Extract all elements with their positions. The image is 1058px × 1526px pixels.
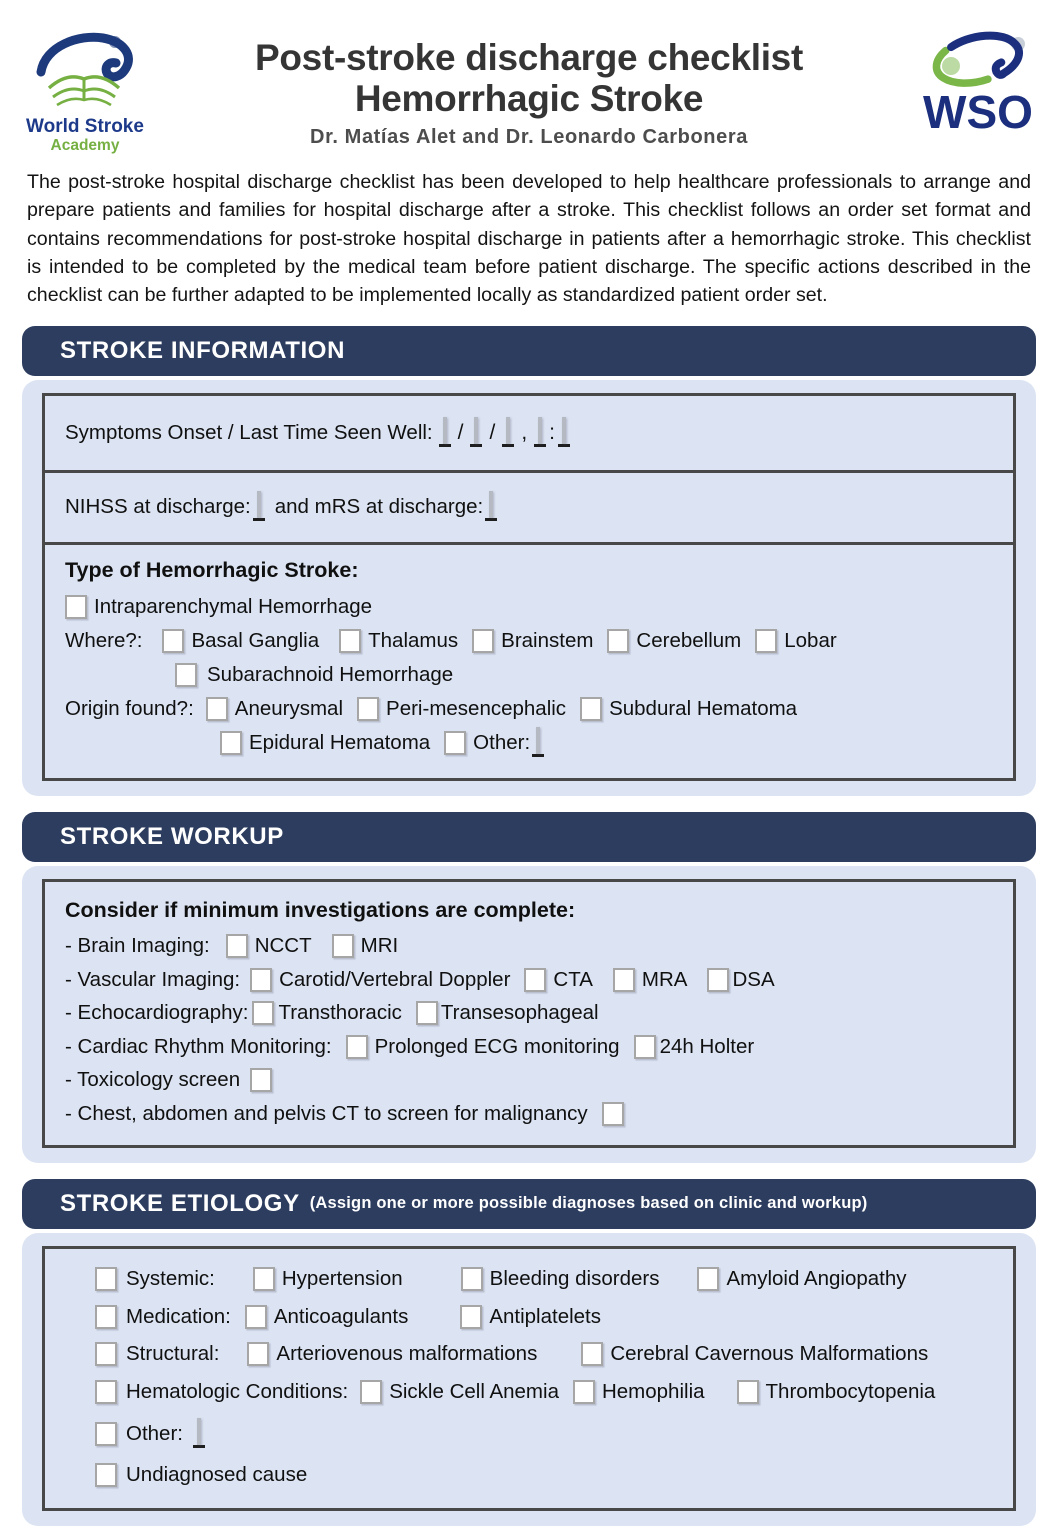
echocardiography-line [65,997,997,1031]
option-label: Amyloid Angiopathy [726,1267,907,1291]
mrs-field[interactable] [485,493,497,521]
where-option-thalamus [339,629,458,653]
brain-imaging-label: - Brain Imaging: [65,934,210,958]
date-separator: / [457,420,464,444]
where-option-cerebellum [607,629,741,653]
origin-option-aneurysmal [206,697,343,721]
checkbox-subdural-hematoma[interactable] [580,697,602,721]
chest-ct-line [65,1097,997,1131]
checkbox-systemic[interactable] [95,1267,117,1291]
stroke-information-box [42,393,1016,781]
cardiac-rhythm-label: - Cardiac Rhythm Monitoring: [65,1034,332,1058]
section-header-stroke-information [22,326,1036,376]
hematologic-label: Hematologic Conditions: [126,1379,349,1403]
where-label: Where?: [65,628,143,652]
workup-heading: Consider if minimum investigations are complete: [65,897,576,922]
origin-label: Origin found?: [65,696,194,720]
option-transthoracic [252,1001,401,1025]
option-label: Prolonged ECG monitoring [374,1034,620,1058]
option-label: Hypertension [281,1267,403,1291]
section-header-stroke-workup [22,812,1036,862]
checkbox-brainstem[interactable] [472,629,494,653]
section-body [22,866,1036,1163]
section-title: STROKE WORKUP [60,822,284,850]
checkbox-thalamus[interactable] [339,629,361,653]
option-label: Bleeding disorders [489,1267,660,1291]
section-header-stroke-etiology [22,1179,1036,1229]
where-line [65,624,999,658]
option-label: MRI [360,934,399,958]
where-option-lobar [755,629,836,653]
mrs-label: and mRS at discharge: [274,495,484,519]
nihss-label: NIHSS at discharge: [65,495,251,519]
structural-row [65,1336,997,1374]
option-label: Lobar [784,628,837,652]
mrs-input[interactable] [489,491,493,518]
option-dsa [707,968,774,992]
option-bleeding-disorders [461,1267,660,1291]
world-stroke-academy-logo [22,30,148,155]
onset-hour-field[interactable] [534,419,546,447]
option-label: Brainstem [501,628,594,652]
origin-option-peri-mesencephalic [357,697,566,721]
option-prolonged-ecg [346,1035,620,1059]
checkbox-aneurysmal[interactable] [206,697,228,721]
section-stroke-etiology [22,1179,1036,1526]
intraparenchymal-line [65,590,999,624]
option-label: Anticoagulants [273,1304,409,1328]
section-title: STROKE INFORMATION [60,336,346,364]
title-block [170,38,888,149]
other-etiology-label: Other: [126,1421,183,1445]
checkbox-amyloid-angiopathy[interactable] [697,1267,719,1291]
checkbox-epidural-hematoma[interactable] [220,731,242,755]
checkbox-subarachnoid[interactable] [175,663,197,687]
checkbox-hemophilia[interactable] [573,1380,595,1404]
onset-hour-input[interactable] [538,417,542,444]
onset-day-field[interactable] [439,419,451,447]
checkbox-ncct[interactable] [226,934,248,958]
checkbox-structural[interactable] [95,1342,117,1366]
wso-logo-text: WSO [923,86,1033,138]
checkbox-intraparenchymal[interactable] [65,595,87,619]
world-stroke-academy-logo-icon [31,30,139,112]
checkbox-other-origin[interactable] [444,731,466,755]
wso-logo [914,20,1042,143]
option-mra [613,968,688,992]
checkbox-cerebellum[interactable] [607,629,629,653]
checkbox-basal-ganglia[interactable] [162,629,184,653]
onset-month-field[interactable] [470,419,482,447]
option-label: Thrombocytopenia [765,1379,936,1403]
structural-label: Structural: [126,1342,220,1366]
section-subtitle: (Assign one or more possible diagnoses based on clinic and workup) [309,1194,868,1213]
option-thrombocytopenia [737,1380,936,1404]
chest-ct-label: - Chest, abdomen and pelvis CT to screen for malignancy [65,1101,588,1125]
option-label: Subdural Hematoma [609,696,798,720]
where-option-basal-ganglia [162,629,319,653]
page-title-line1: Post-stroke discharge checklist [255,37,803,78]
type-heading: Type of Hemorrhagic Stroke: [65,557,359,582]
option-label: Peri-mesencephalic [386,696,567,720]
checkbox-transthoracic[interactable] [252,1001,274,1025]
origin-option-epidural-hematoma [220,731,430,755]
option-label: Cerebral Cavernous Malformations [610,1342,929,1366]
checkbox-prolonged-ecg[interactable] [346,1035,368,1059]
intro-paragraph: The post-stroke hospital discharge checklist has been developed to help healthcare professionals to arrange and prepare patients and families for hospital discharge after a stroke. This checklist follows an order set format and contains recommendations for post-stroke hospital discharge in patients after a hemorrhagic stroke. This checklist is intended to be completed by the medical team before patient discharge. The specific actions described in the checklist can be further adapted to be implemented locally as standardized patient order set. [27,171,1031,307]
onset-minute-input[interactable] [562,417,566,444]
option-ncct [226,934,312,958]
option-label: NCCT [254,934,312,958]
other-etiology-row [65,1411,997,1457]
checkbox-lobar[interactable] [755,629,777,653]
checkbox-dsa[interactable] [707,968,729,992]
option-label: Hemophilia [601,1379,705,1403]
stroke-workup-box [42,879,1016,1148]
date-separator: , [521,420,528,444]
option-label: Carotid/Vertebral Doppler [279,967,511,991]
vascular-imaging-line [65,963,997,997]
hematologic-option [95,1380,348,1404]
option-label: Antiplatelets [489,1304,602,1328]
origin-option-subdural-hematoma [580,697,797,721]
page-title-line2: Hemorrhagic Stroke [354,77,704,119]
symptoms-onset-row [45,396,1013,470]
option-label: Basal Ganglia [191,628,320,652]
other-etiology-input[interactable] [197,1418,201,1445]
checkbox-cta[interactable] [524,968,546,992]
stroke-etiology-box [42,1246,1016,1512]
option-label: Thalamus [368,628,459,652]
document-header [0,0,1058,156]
cardiac-rhythm-line [65,1030,997,1064]
systemic-row [65,1261,997,1299]
checkbox-transesophageal[interactable] [416,1001,438,1025]
option-anticoagulants [245,1305,408,1329]
option-sickle-cell-anemia [360,1380,559,1404]
option-antiplatelets [460,1305,601,1329]
option-cerebral-cavernous-malformations [581,1342,928,1366]
subarachnoid-line [175,658,999,692]
option-label: MRA [641,967,688,991]
origin-line [65,692,999,726]
intraparenchymal-option [65,595,372,619]
vascular-imaging-label: - Vascular Imaging: [65,967,241,991]
systemic-label: Systemic: [126,1267,215,1291]
onset-year-field[interactable] [502,419,514,447]
option-label: Cerebellum [636,628,742,652]
checkbox-thrombocytopenia[interactable] [737,1380,759,1404]
hematologic-row [65,1373,997,1411]
echocardiography-label: - Echocardiography: [65,1001,249,1025]
option-label: 24h Holter [659,1034,755,1058]
nihss-input[interactable] [257,491,261,518]
option-cta [524,968,592,992]
checkbox-hematologic[interactable] [95,1380,117,1404]
option-amyloid-angiopathy [697,1267,906,1291]
origin-line-2 [220,726,999,760]
subarachnoid-option [175,663,453,687]
toxicology-label: - Toxicology screen [65,1068,241,1092]
checkbox-medication[interactable] [95,1305,117,1329]
section-stroke-information [22,326,1036,796]
option-hypertension [253,1267,403,1291]
checkbox-toxicology[interactable] [250,1068,272,1092]
wsa-logo-text: World Stroke [26,116,144,137]
onset-day-input[interactable] [443,417,447,444]
page-title [170,38,888,119]
checkbox-bleeding-disorders[interactable] [461,1267,483,1291]
option-arteriovenous-malformations [247,1342,537,1366]
subarachnoid-label: Subarachnoid Hemorrhage [207,662,454,686]
checkbox-mra[interactable] [613,968,635,992]
intraparenchymal-label: Intraparenchymal Hemorrhage [94,594,373,618]
checkbox-antiplatelets[interactable] [460,1305,482,1329]
wsa-logo-subtext: Academy [50,136,120,154]
checkbox-cerebral-cavernous[interactable] [581,1342,603,1366]
medication-label: Medication: [126,1304,231,1328]
checkbox-anticoagulants[interactable] [245,1305,267,1329]
option-hemophilia [573,1380,705,1404]
other-etiology-field[interactable] [193,1420,205,1448]
section-body [22,1233,1036,1526]
other-origin-field[interactable] [532,729,544,757]
option-mri [332,934,399,958]
structural-option [95,1342,219,1366]
section-body [22,380,1036,796]
checkbox-chest-ct[interactable] [602,1102,624,1126]
checkbox-24h-holter[interactable] [634,1035,656,1059]
origin-option-other [444,729,544,757]
option-label: Sickle Cell Anemia [389,1379,559,1403]
other-origin-input[interactable] [536,727,540,754]
onset-month-input[interactable] [474,417,478,444]
other-etiology-option [95,1422,183,1446]
option-label: Aneurysmal [234,696,344,720]
undiagnosed-label: Undiagnosed cause [126,1463,308,1487]
brain-imaging-line [65,930,997,964]
onset-year-input[interactable] [506,417,510,444]
section-stroke-workup [22,812,1036,1163]
option-transesophageal [416,1001,599,1025]
section-title: STROKE ETIOLOGY [60,1189,300,1217]
option-24h-holter [634,1035,755,1059]
other-origin-label: Other: [473,730,531,754]
checkbox-mri[interactable] [332,934,354,958]
checkbox-undiagnosed[interactable] [95,1463,117,1487]
toxicology-line [65,1064,997,1098]
option-doppler [250,968,510,992]
checkbox-hypertension[interactable] [253,1267,275,1291]
onset-minute-field[interactable] [558,419,570,447]
where-option-brainstem [472,629,593,653]
time-separator: : [549,420,555,444]
option-label: Transesophageal [440,1001,599,1025]
date-separator: / [489,420,496,444]
undiagnosed-option [95,1463,307,1487]
checkbox-other-etiology[interactable] [95,1422,117,1446]
option-label: Transthoracic [278,1001,402,1025]
authors: Dr. Matías Alet and Dr. Leonardo Carbonera [310,126,748,149]
symptoms-onset-label: Symptoms Onset / Last Time Seen Well: [65,420,433,444]
medication-option [95,1305,231,1329]
checkbox-carotid-vertebral-doppler[interactable] [250,968,272,992]
systemic-option [95,1267,215,1291]
wso-logo-icon [915,20,1041,138]
option-label: Arteriovenous malformations [276,1342,538,1366]
option-label: Epidural Hematoma [249,730,431,754]
medication-row [65,1298,997,1336]
checkbox-avm[interactable] [247,1342,269,1366]
checkbox-peri-mesencephalic[interactable] [357,697,379,721]
nihss-row [45,470,1013,542]
option-label: CTA [553,967,593,991]
nihss-field[interactable] [253,493,265,521]
undiagnosed-row [65,1457,997,1495]
hemorrhagic-type-row [45,542,1013,778]
option-label: DSA [732,967,775,991]
checkbox-sickle-cell[interactable] [360,1380,382,1404]
